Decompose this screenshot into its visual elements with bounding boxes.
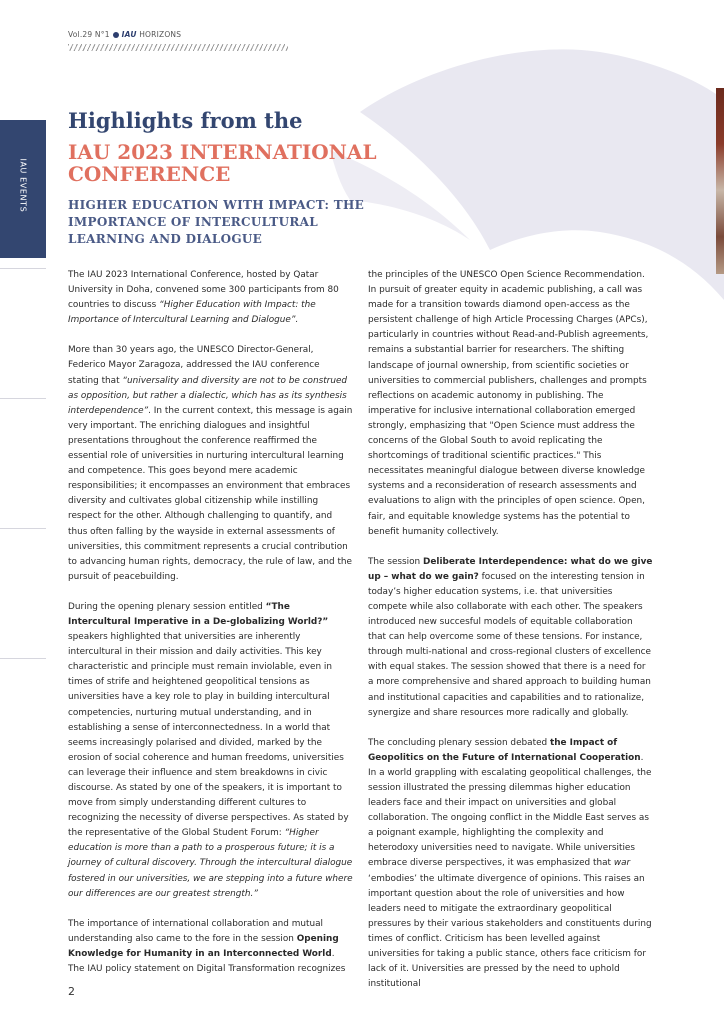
conference-title: IAU 2023 INTERNATIONAL CONFERENCE bbox=[68, 140, 377, 186]
paragraph: The concluding plenary session debated the Impact of Geopolitics on the Future of International Cooperation. In a world grappling with escalating geopolitical challenges, the session illustrated the pressing dilemmas higher education leaders face and their impact on universities and global collaboration. The ongoing conflict in the Middle East serves as a poignant example, highlighting the complexity and heterodoxy universities need to navigate. While universities embrace diverse perspectives, it was emphasized that war ‘embodies’ the ultimate divergence of opinions. This raises an important question about the role of universities and how leaders need to mitigate the extraordinary geopolitical pressures by their various stakeholders and constituents during times of conflict. Criticism has been levelled against universities for taking a public stance, others face criticism for lack of it. Universities are pressed by the need to uphold institutional bbox=[368, 737, 652, 990]
article-column-left bbox=[68, 268, 353, 992]
running-header bbox=[68, 30, 181, 39]
page-number: 2 bbox=[68, 985, 75, 998]
side-divider bbox=[0, 268, 46, 269]
volume-label: Vol.29 N°1 bbox=[68, 30, 110, 39]
conference-subtitle: HIGHER EDUCATION WITH IMPACT: THE IMPORTANCE OF INTERCULTURAL LEARNING AND DIALOGUE bbox=[68, 198, 365, 246]
edge-photo-strip bbox=[716, 88, 724, 274]
article-column-right bbox=[368, 268, 653, 1007]
section-tab-label: IAU EVENTS bbox=[18, 158, 28, 213]
paragraph: the principles of the UNESCO Open Science Recommendation. In pursuit of greater equity in academic publishing, a call was made for a transition towards diamond open-access as the persistent challenge of high Article Processing Charges (APCs), particularly in countries without Read-and-Publish agreements, remains a substantial barrier for researchers. The shifting landscape of journal ownership, from scientific societies or universities to commercial publishers, challenges and prompts reflections on academic autonomy in publishing. The imperative for inclusive international collaboration emerged strongly, emphasizing that "Open Science must address the concerns of the Global South to avoid replicating the shortcomings of traditional scientific practices." This necessitates meaningful dialogue between diverse knowledge systems and a reconsideration of research assessments and evaluations to align with the principles of open science. Open, fair, and equitable knowledge systems has the potential to benefit humanity collectively. bbox=[368, 270, 649, 537]
side-divider bbox=[0, 398, 46, 399]
page-title: Highlights from the bbox=[68, 108, 303, 133]
section-tab bbox=[0, 120, 46, 258]
paragraph: More than 30 years ago, the UNESCO Director-General, Federico Mayor Zaragoza, addressed the IAU conference stating that “universality and diversity are not to be construed as opposition, but rather a dialectic, which has as its synthesis interdependence”. In the current context, this message is again very important. The enriching dialogues and insightful presentations throughout the conference reaffirmed the essential role of universities in nurturing intercultural learning and competence. This goes beyond mere academic responsibilities; it encompasses an environment that embraces diversity and cultivates global citizenship while instilling respect for the other. Although challenging to quantify, and thus often falling by the wayside in external assessments of universities, this commitment represents a crucial contribution to advancing human rights, democracy, the rule of law, and the pursuit of peacebuilding. bbox=[68, 345, 353, 582]
paragraph: The IAU 2023 International Conference, hosted by Qatar University in Doha, convened some 300 participants from 80 countries to discuss “Higher Education with Impact: the Importance of Intercultural Learning and Dialogue”. bbox=[68, 270, 339, 326]
brand-logo: IAU bbox=[121, 30, 137, 39]
side-divider bbox=[0, 528, 46, 529]
paragraph: The session Deliberate Interdependence: what do we give up – what do we gain? focused on the interesting tension in today’s higher education systems, i.e. that universities compete while also collaborate with each other. The speakers introduced new succesful models of equitable collaboration that can help overcome some of these tensions. For instance, through multi-national and cross-regional clusters of excellence with equal stakes. The session showed that there is a need for a more comprehensive and shared approach to building human and institutional capacities and capabilities and to rationalize, synergize and share resources more radically and globally. bbox=[368, 556, 653, 718]
side-divider bbox=[0, 658, 46, 659]
bullet-dot-icon bbox=[113, 32, 119, 38]
header-hatch-divider bbox=[68, 44, 288, 51]
paragraph: The importance of international collaboration and mutual understanding also came to the fore in the session Opening Knowledge for Humanity in an Interconnected World. The IAU policy statement on Digital Transformation recognizes bbox=[68, 918, 346, 975]
brand-suffix: HORIZONS bbox=[139, 30, 182, 39]
paragraph: During the opening plenary session entitled “The Intercultural Imperative in a De-globalizing World?” speakers highlighted that universities are inherently intercultural in their mission and daily activities. This key characteristic and principle must remain inviolable, even in times of strife and heightened geopolitical tensions as universities have a key role to play in building intercultural competencies, nurturing mutual understanding, and in establishing a sense of interconnectedness. In a world that seems increasingly polarised and divided, marked by the erosion of social coherence and human freedoms, universities can leverage their influence and stem breakdowns in civic discourse. As stated by one of the speakers, it is important to move from simply understanding different cultures to recognizing the necessity of diverse perspectives. As stated by the representative of the Global Student Forum: “Higher education is more than a path to a prosperous future; it is a journey of cultural discovery. Through the intercultural dialogue fostered in our universities, we are stepping into a future where our differences are our greatest strength.” bbox=[68, 601, 353, 899]
